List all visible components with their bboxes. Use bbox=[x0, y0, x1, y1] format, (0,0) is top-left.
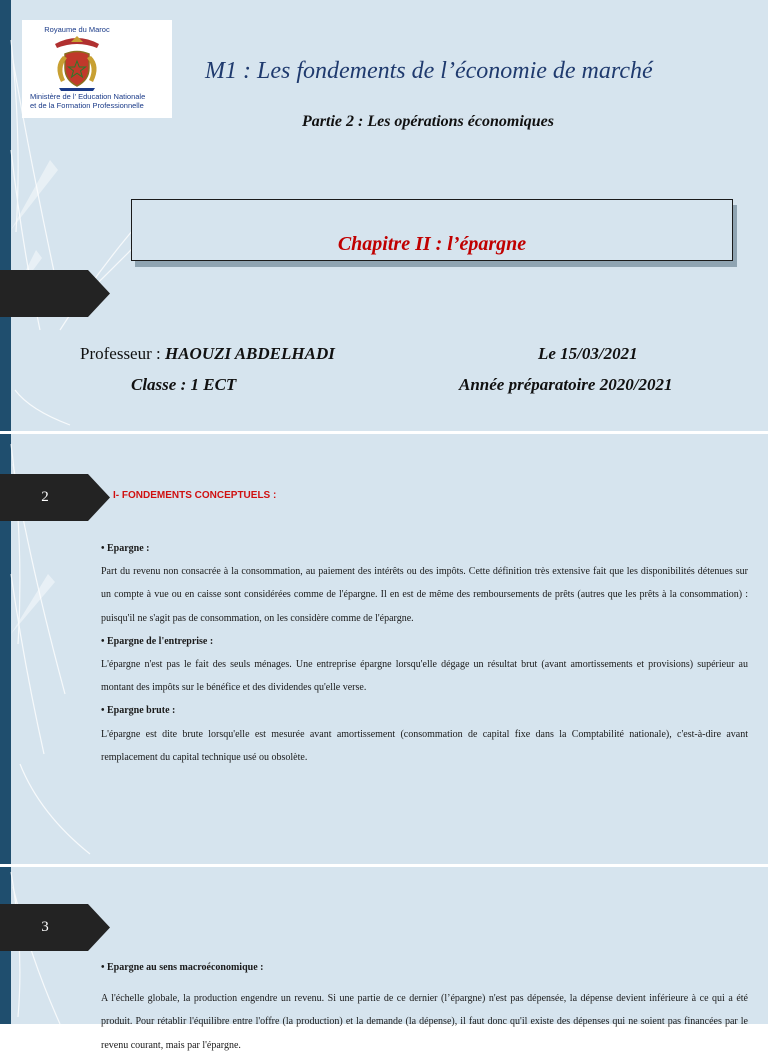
slide-number: 3 bbox=[41, 919, 49, 935]
epargne-entreprise-text: L'épargne n'est pas le fait des seuls ménages. Une entreprise épargne lorsqu'elle dégage un résultat brut (avant amortissements et provisions) supérieur au montant des impôts sur le bénéfice et des dividendes qu'elle verse. bbox=[101, 659, 748, 694]
title-slide bbox=[0, 0, 768, 432]
school-year: Année préparatoire 2020/2021 bbox=[459, 375, 673, 394]
coat-of-arms-icon bbox=[47, 34, 107, 92]
content-slide-2 bbox=[0, 434, 768, 864]
slide-number: 2 bbox=[41, 489, 49, 505]
epargne-text: Part du revenu non consacrée à la consommation, au paiement des intérêts ou des impôts. Cette définition très extensive fait que les disponibilités détenues sur un compte à vue ou en caisse sont considérées comme de l'épargne. Il en est de même des remboursements de prêts (autres que les prêts à la consommation) : puisqu'il ne s'agit pas de consommation, on les considère comme de l'épargne. bbox=[101, 566, 748, 624]
date: Le 15/03/2021 bbox=[538, 344, 638, 363]
epargne-heading: • Epargne : bbox=[101, 543, 150, 554]
slide-side-band bbox=[0, 0, 11, 432]
class: Classe : 1 ECT bbox=[131, 375, 237, 394]
professor-line bbox=[80, 344, 335, 364]
epargne-brute-text: L'épargne est dite brute lorsqu'elle est mesurée avant amortissement (consommation de capital fixe dans la Comptabilité nationale), c'est-à-dire avant remplacement du capital technique usé ou obsolète. bbox=[101, 728, 748, 763]
slide-subtitle: Partie 2 : Les opérations économiques bbox=[302, 113, 554, 130]
logo-ministry-text: Ministère de l' Education Nationale et de la Formation Professionnelle bbox=[30, 92, 146, 110]
epargne-macro-heading: • Epargne au sens macroéconomique : bbox=[101, 962, 264, 973]
logo-kingdom-text: Royaume du Maroc bbox=[44, 25, 110, 34]
epargne-brute-heading: • Epargne brute : bbox=[101, 705, 176, 717]
slide-3-text bbox=[101, 956, 748, 1057]
ministry-logo bbox=[22, 20, 172, 118]
content-slide-3 bbox=[0, 867, 768, 1051]
professor-name: HAOUZI ABDELHADI bbox=[164, 344, 335, 363]
section-title: I- FONDEMENTS CONCEPTUELS : bbox=[113, 490, 277, 501]
slide-tab bbox=[0, 270, 110, 317]
slide-title: M1 : Les fondements de l’économie de marché bbox=[205, 58, 653, 84]
chapter-title: Chapitre II : l’épargne bbox=[337, 233, 527, 255]
epargne-entreprise-heading: • Epargne de l'entreprise : bbox=[101, 635, 214, 647]
slide-number-tab bbox=[0, 904, 110, 951]
slide-2-text bbox=[101, 537, 748, 769]
epargne-macro-text: A l'échelle globale, la production engendre un revenu. Si une partie de ce dernier (l’épargne) n'est pas dépensée, la dépense devient inférieure à ce qui a été produit. Pour rétablir l'équilibre entre l'offre (la production) et la demande (la dépense), il faut donc qu'il existe des dépenses qui ne soient pas financées par le revenu courant, mais par l'épargne. bbox=[101, 993, 748, 1051]
slide-number-tab bbox=[0, 474, 110, 521]
professor-label: Professeur : bbox=[80, 344, 161, 363]
chapter-box bbox=[131, 199, 733, 261]
